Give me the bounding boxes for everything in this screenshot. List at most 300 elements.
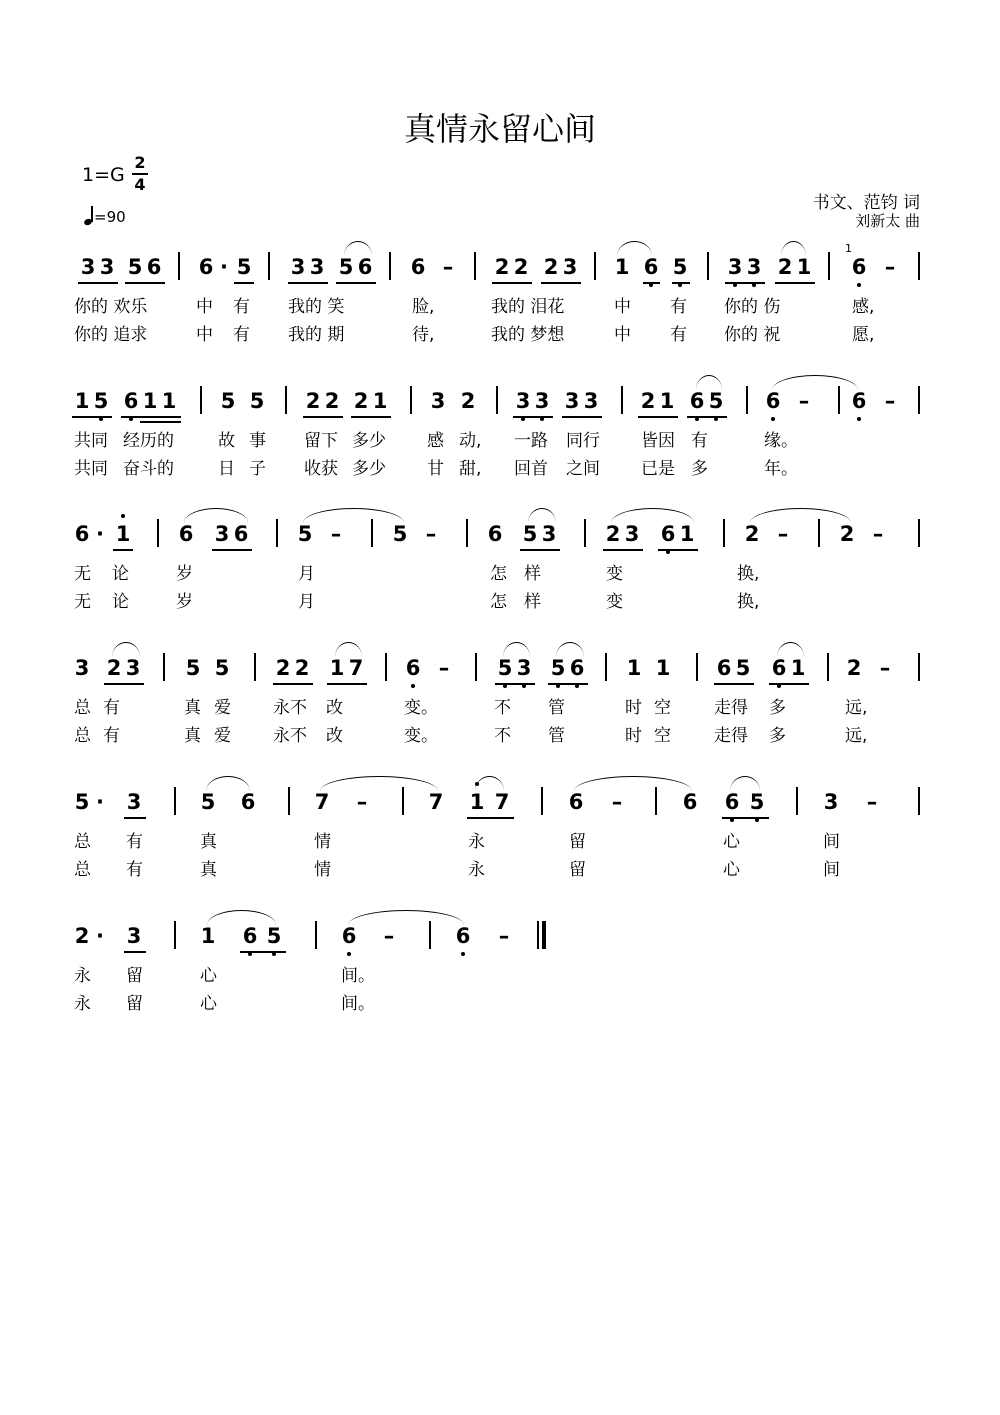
slur-tie xyxy=(206,776,250,791)
note: 3 xyxy=(214,522,230,546)
barline xyxy=(838,386,840,414)
beam-underline xyxy=(714,683,754,685)
lyric-verse-1: 感, xyxy=(852,297,875,317)
slur-tie xyxy=(574,776,692,791)
lyric-verse-1: 改 xyxy=(326,698,343,718)
lyric-verse-1: 换, xyxy=(737,564,760,584)
lyric-verse-1: 有 xyxy=(233,297,250,317)
note: 3 xyxy=(562,255,578,279)
note: 3 xyxy=(99,255,115,279)
note: 3 xyxy=(725,254,745,280)
lyric-verse-2: 怎 xyxy=(490,592,507,612)
barline xyxy=(723,519,725,547)
lyric-verse-2: 变。 xyxy=(404,726,438,746)
lyric-verse-2: 你的 追求 xyxy=(74,325,148,345)
note: 5 xyxy=(747,789,767,815)
note: 3 xyxy=(532,388,552,414)
note: 1 xyxy=(626,656,642,680)
note: 2 xyxy=(605,522,621,546)
lyric-verse-1: 中 xyxy=(196,297,213,317)
lyric-verse-2: 永不 xyxy=(273,726,307,746)
lyric-verse-2: 甜, xyxy=(459,459,482,479)
beam-underline xyxy=(240,951,286,953)
lyric-verse-2: 总 xyxy=(74,726,91,746)
note: 6 xyxy=(641,254,661,280)
beam-underline xyxy=(125,282,165,284)
lyric-verse-1: 有 xyxy=(691,431,708,451)
slur-tie xyxy=(750,508,851,523)
augmentation-dot: · xyxy=(96,924,104,948)
note: 5 xyxy=(236,255,252,279)
note: 6 xyxy=(357,255,373,279)
barline xyxy=(918,519,920,547)
sustain-dash: – xyxy=(425,522,437,546)
slur-tie xyxy=(696,375,722,390)
beam-underline xyxy=(643,282,660,284)
barline xyxy=(918,386,920,414)
barline xyxy=(918,653,920,681)
lyric-verse-1: 真 xyxy=(184,698,201,718)
beam-underline xyxy=(104,683,144,685)
beam-underline xyxy=(672,282,690,284)
lyric-verse-2: 你的 祝 xyxy=(724,325,781,345)
note: 6 xyxy=(687,388,707,414)
slur-tie xyxy=(112,642,140,657)
lyric-verse-2: 总 xyxy=(74,860,91,880)
sustain-dash: – xyxy=(884,389,896,413)
barline xyxy=(315,921,317,949)
lyric-verse-1: 你的 欢乐 xyxy=(74,297,148,317)
lyric-verse-1: 留下 xyxy=(304,431,338,451)
lyric-verse-1: 时 xyxy=(625,698,642,718)
lyric-verse-1: 真 xyxy=(200,832,217,852)
barline xyxy=(474,252,476,280)
note: 2 xyxy=(543,255,559,279)
note: 5 xyxy=(297,522,313,546)
note: 3 xyxy=(126,924,142,948)
barline xyxy=(371,519,373,547)
beam-underline xyxy=(775,282,815,284)
lyric-verse-1: 远, xyxy=(845,698,868,718)
beam-underline xyxy=(124,817,146,819)
barline xyxy=(818,519,820,547)
lyric-verse-2: 年。 xyxy=(764,459,798,479)
barline xyxy=(254,653,256,681)
beam-underline xyxy=(351,416,391,418)
lyric-verse-2: 多少 xyxy=(352,459,386,479)
augmentation-dot: · xyxy=(96,522,104,546)
note: 5 xyxy=(522,522,538,546)
beam-underline xyxy=(722,817,769,819)
lyric-verse-1: 缘。 xyxy=(764,431,798,451)
augmentation-dot: · xyxy=(220,255,228,279)
note: 1 xyxy=(329,656,345,680)
note: 5 xyxy=(548,655,568,681)
slur-tie xyxy=(344,241,372,256)
lyric-verse-2: 管 xyxy=(548,726,565,746)
lyric-verse-2: 有 xyxy=(103,726,120,746)
lyric-verse-1: 走得 xyxy=(714,698,748,718)
lyric-verse-1: 情 xyxy=(314,832,331,852)
lyric-verse-1: 有 xyxy=(126,832,143,852)
note: 3 xyxy=(513,388,533,414)
barline xyxy=(276,519,278,547)
note: 7 xyxy=(494,790,510,814)
time-denominator: 4 xyxy=(134,175,146,194)
note: 1 xyxy=(142,389,158,413)
sustain-dash: – xyxy=(611,790,623,814)
barline xyxy=(696,653,698,681)
note: 7 xyxy=(428,790,444,814)
lyric-verse-2: 间 xyxy=(823,860,840,880)
sustain-dash: – xyxy=(442,255,454,279)
lyric-verse-1: 管 xyxy=(548,698,565,718)
note: 3 xyxy=(514,655,534,681)
note: 5 xyxy=(706,388,726,414)
beam-underline xyxy=(603,549,643,551)
beam-underline xyxy=(492,282,532,284)
sustain-dash: – xyxy=(330,522,342,546)
barline xyxy=(410,386,412,414)
lyric-verse-2: 变 xyxy=(606,592,623,612)
note: 2 xyxy=(460,389,476,413)
lyric-verse-1: 脸, xyxy=(412,297,435,317)
beam-underline xyxy=(725,282,765,284)
note: 2 xyxy=(744,522,760,546)
barline xyxy=(827,653,829,681)
lyric-verse-1: 中 xyxy=(614,297,631,317)
note: 3 xyxy=(80,255,96,279)
lyric-verse-1: 岁 xyxy=(176,564,193,584)
barline xyxy=(174,787,176,815)
tempo-marking xyxy=(82,206,126,226)
note: 5 xyxy=(74,790,90,814)
lyric-verse-1: 事 xyxy=(249,431,266,451)
lyric-verse-2: 改 xyxy=(326,726,343,746)
lyric-verse-1: 经历的 xyxy=(123,431,174,451)
note: 6 xyxy=(682,790,698,814)
slur-tie xyxy=(348,910,464,925)
lyric-verse-2: 收获 xyxy=(304,459,338,479)
sustain-dash: – xyxy=(872,522,884,546)
slur-tie xyxy=(611,508,694,523)
note: 5 xyxy=(338,255,354,279)
note: 5 xyxy=(214,656,230,680)
note: 5 xyxy=(127,255,143,279)
barline xyxy=(918,252,920,280)
barline xyxy=(402,787,404,815)
lyric-verse-2: 样 xyxy=(524,592,541,612)
barline xyxy=(496,386,498,414)
lyric-verse-1: 怎 xyxy=(490,564,507,584)
note: 3 xyxy=(126,790,142,814)
double-beam-underline xyxy=(140,421,181,423)
sustain-dash: – xyxy=(879,656,891,680)
low-octave-dot xyxy=(347,952,351,956)
lyric-verse-2: 月 xyxy=(298,592,315,612)
note: 2 xyxy=(275,656,291,680)
note: 6 xyxy=(410,255,426,279)
lyric-verse-1: 心 xyxy=(723,832,740,852)
barline xyxy=(541,787,543,815)
lyric-verse-1: 你的 伤 xyxy=(724,297,781,317)
note: 2 xyxy=(777,255,793,279)
lyric-verse-1: 永 xyxy=(468,832,485,852)
note: 3 xyxy=(744,254,764,280)
note: 3 xyxy=(564,389,580,413)
lyric-verse-2: 有 xyxy=(126,860,143,880)
note: 2 xyxy=(353,389,369,413)
lyric-verse-2: 爱 xyxy=(214,726,231,746)
lyric-verse-1: 空 xyxy=(654,698,671,718)
beam-underline xyxy=(78,282,118,284)
beam-underline xyxy=(687,416,727,418)
note: 1 xyxy=(655,656,671,680)
lyric-verse-2: 时 xyxy=(625,726,642,746)
slur-tie xyxy=(556,642,584,657)
sustain-dash: – xyxy=(438,656,450,680)
score-line xyxy=(0,521,1000,631)
lyric-verse-1: 动, xyxy=(459,431,482,451)
note: 1 xyxy=(74,389,90,413)
slur-tie xyxy=(303,508,404,523)
note: 5 xyxy=(200,790,216,814)
note: 6 xyxy=(849,254,869,280)
lyric-verse-2: 之间 xyxy=(566,459,600,479)
sustain-dash: – xyxy=(498,924,510,948)
barline xyxy=(918,787,920,815)
note: 3 xyxy=(430,389,446,413)
barline xyxy=(389,252,391,280)
slur-tie xyxy=(320,776,438,791)
lyric-verse-1: 故 xyxy=(218,431,235,451)
lyric-verse-1: 心 xyxy=(200,966,217,986)
lyric-verse-1: 留 xyxy=(126,966,143,986)
lyric-verse-2: 走得 xyxy=(714,726,748,746)
lyric-verse-1: 我的 泪花 xyxy=(491,297,565,317)
lyric-verse-1: 共同 xyxy=(74,431,108,451)
lyric-verse-2: 真 xyxy=(200,860,217,880)
note: 6 xyxy=(487,522,503,546)
sustain-dash: – xyxy=(884,255,896,279)
barline xyxy=(268,252,270,280)
sustain-dash: – xyxy=(383,924,395,948)
barline xyxy=(621,386,623,414)
note: 1 xyxy=(161,389,177,413)
slur-tie xyxy=(781,241,806,256)
note: 3 xyxy=(125,656,141,680)
barline xyxy=(466,519,468,547)
note: 1 xyxy=(659,389,675,413)
lyric-verse-2: 多 xyxy=(769,726,786,746)
lyric-verse-2: 永 xyxy=(468,860,485,880)
note: 6 xyxy=(146,255,162,279)
beam-underline xyxy=(541,282,581,284)
slur-tie xyxy=(503,642,530,657)
beam-underline xyxy=(513,416,553,418)
slur-tie xyxy=(184,508,248,523)
low-octave-dot xyxy=(411,684,415,688)
beam-underline xyxy=(520,549,560,551)
lyric-verse-2: 论 xyxy=(112,592,129,612)
lyric-verse-1: 多 xyxy=(769,698,786,718)
lyric-verse-2: 间。 xyxy=(341,994,375,1014)
lyric-verse-2: 不 xyxy=(494,726,511,746)
lyric-verse-1: 样 xyxy=(524,564,541,584)
lyric-verse-1: 总 xyxy=(74,832,91,852)
lyric-verse-1: 间。 xyxy=(341,966,375,986)
note: 5 xyxy=(91,388,111,414)
note: 1 xyxy=(796,255,812,279)
lyric-verse-2: 情 xyxy=(314,860,331,880)
lyric-verse-1: 一路 xyxy=(514,431,548,451)
beam-underline xyxy=(562,416,602,418)
lyric-verse-1: 多少 xyxy=(352,431,386,451)
beam-underline xyxy=(72,416,112,418)
lyric-verse-1: 论 xyxy=(112,564,129,584)
lyric-verse-1: 月 xyxy=(298,564,315,584)
barline xyxy=(655,787,657,815)
note: 6 xyxy=(198,255,214,279)
note: 6 xyxy=(658,521,678,547)
slur-tie xyxy=(335,642,362,657)
note: 5 xyxy=(670,254,690,280)
barline xyxy=(429,921,431,949)
note: 2 xyxy=(324,389,340,413)
note: 2 xyxy=(494,255,510,279)
lyric-verse-1: 皆因 xyxy=(641,431,675,451)
lyric-verse-2: 真 xyxy=(184,726,201,746)
barline xyxy=(385,653,387,681)
lyric-verse-2: 子 xyxy=(249,459,266,479)
sustain-dash: – xyxy=(777,522,789,546)
note: 2 xyxy=(513,255,529,279)
lyric-verse-1: 变 xyxy=(606,564,623,584)
note: 6 xyxy=(339,923,359,949)
barline xyxy=(163,653,165,681)
beam-underline xyxy=(638,416,678,418)
note: 3 xyxy=(624,522,640,546)
note: 3 xyxy=(541,522,557,546)
lyric-verse-2: 回首 xyxy=(514,459,548,479)
note: 1 xyxy=(467,789,487,815)
beam-underline xyxy=(124,951,146,953)
barline xyxy=(828,252,830,280)
note: 7 xyxy=(314,790,330,814)
note: 6 xyxy=(121,388,141,414)
song-title: 真情永留心间 xyxy=(403,110,596,148)
lyric-verse-2: 留 xyxy=(126,994,143,1014)
lyric-verse-1: 爱 xyxy=(214,698,231,718)
barline xyxy=(746,386,748,414)
note: 5 xyxy=(249,389,265,413)
key-signature: 1=G xyxy=(82,164,125,186)
beam-underline xyxy=(288,282,328,284)
note: 5 xyxy=(185,656,201,680)
beam-underline xyxy=(495,683,535,685)
score-line xyxy=(0,655,1000,765)
note: 6 xyxy=(567,655,587,681)
note: 7 xyxy=(348,656,364,680)
high-octave-dot xyxy=(121,514,125,518)
note: 1 xyxy=(679,522,695,546)
quarter-note-icon xyxy=(82,206,94,226)
lyric-verse-1: 无 xyxy=(74,564,91,584)
lyric-verse-2: 换, xyxy=(737,592,760,612)
note: 6 xyxy=(403,655,423,681)
final-barline-thick xyxy=(542,921,546,949)
lyric-verse-2: 心 xyxy=(200,994,217,1014)
score-line xyxy=(0,923,1000,1033)
beam-underline xyxy=(467,817,514,819)
note: 6 xyxy=(240,923,260,949)
grace-note: 1 xyxy=(845,242,852,255)
lyric-verse-1: 不 xyxy=(494,698,511,718)
lyric-verse-1: 永 xyxy=(74,966,91,986)
lyric-verse-2: 有 xyxy=(233,325,250,345)
note: 6 xyxy=(233,522,249,546)
score-line xyxy=(0,242,1000,364)
low-octave-dot xyxy=(461,952,465,956)
lyric-verse-1: 感 xyxy=(427,431,444,451)
note: 5 xyxy=(264,923,284,949)
lyric-verse-2: 多 xyxy=(691,459,708,479)
note: 3 xyxy=(309,255,325,279)
note: 6 xyxy=(178,522,194,546)
lyric-verse-2: 岁 xyxy=(176,592,193,612)
note: 2 xyxy=(294,656,310,680)
lyric-verse-2: 已是 xyxy=(641,459,675,479)
beam-underline xyxy=(113,549,133,551)
note: 5 xyxy=(735,656,751,680)
note: 1 xyxy=(200,924,216,948)
low-octave-dot xyxy=(857,417,861,421)
sustain-dash: – xyxy=(798,389,810,413)
lyric-verse-2: 待, xyxy=(412,325,435,345)
barline xyxy=(605,653,607,681)
note: 6 xyxy=(769,655,789,681)
beam-underline xyxy=(769,683,809,685)
note: 3 xyxy=(290,255,306,279)
barline xyxy=(707,252,709,280)
note: 3 xyxy=(74,656,90,680)
lyric-verse-1: 总 xyxy=(74,698,91,718)
barline xyxy=(584,519,586,547)
beam-underline xyxy=(234,282,254,284)
barline xyxy=(475,653,477,681)
final-barline-thin xyxy=(537,921,539,949)
slur-tie xyxy=(617,241,652,256)
tempo-value: =90 xyxy=(94,208,126,226)
slur-tie xyxy=(528,508,556,523)
slur-tie xyxy=(777,642,804,657)
slur-tie xyxy=(772,375,858,390)
lyric-verse-1: 有 xyxy=(103,698,120,718)
lyric-verse-1: 变。 xyxy=(404,698,438,718)
slur-tie xyxy=(207,910,276,925)
beam-underline xyxy=(273,683,313,685)
note: 3 xyxy=(583,389,599,413)
lyric-verse-2: 留 xyxy=(569,860,586,880)
slur-tie xyxy=(475,776,504,791)
note: 6 xyxy=(849,388,869,414)
low-octave-dot xyxy=(771,417,775,421)
barline xyxy=(288,787,290,815)
lyric-verse-2: 我的 期 xyxy=(288,325,345,345)
note: 5 xyxy=(495,655,515,681)
note: 6 xyxy=(74,522,90,546)
lyric-verse-1: 留 xyxy=(569,832,586,852)
